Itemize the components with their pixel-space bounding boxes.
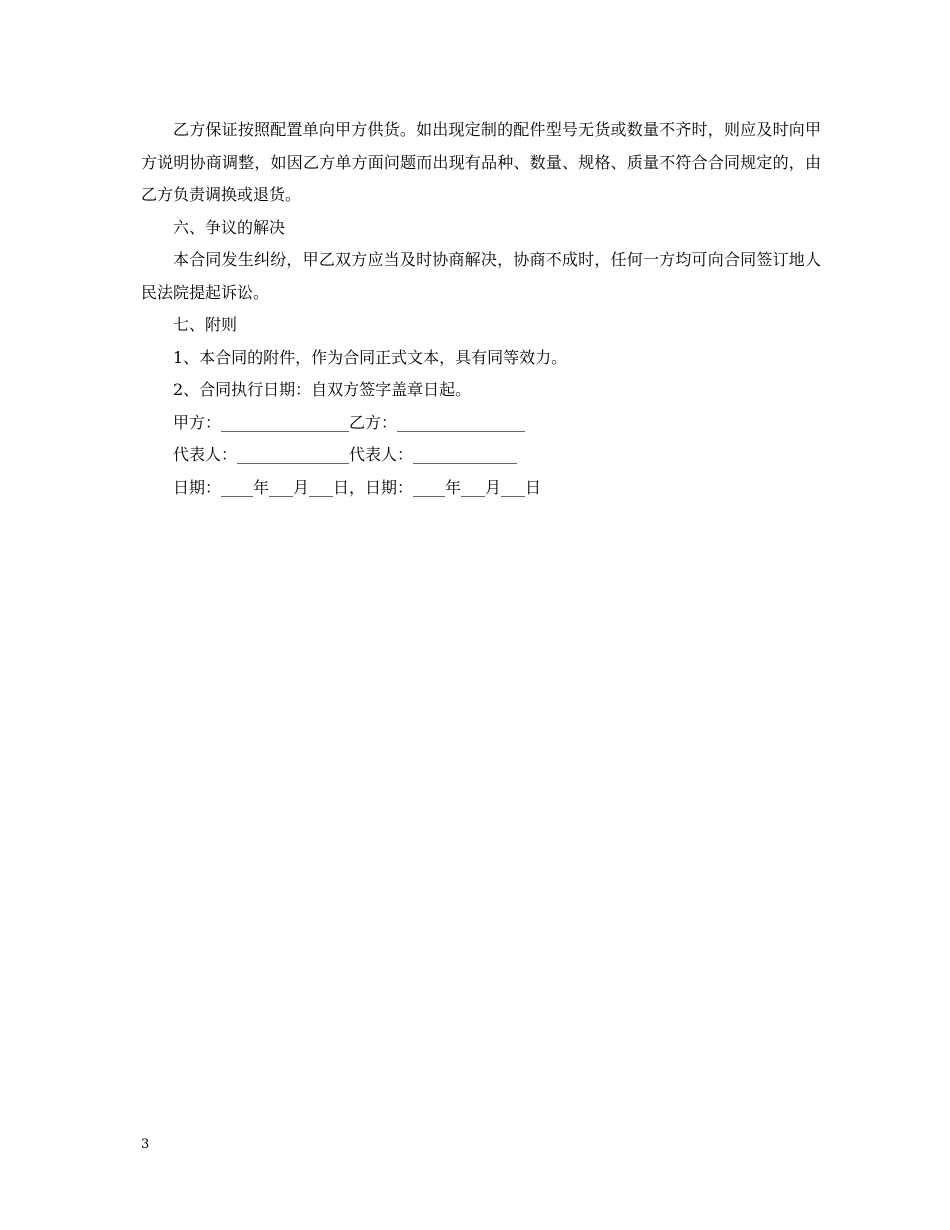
signature-dates-line: 日期：____年___月___日，日期：____年___月___日 [173, 477, 542, 497]
signature-representatives-line: 代表人：______________代表人：_____________ [173, 445, 518, 464]
supply-clause-paragraph: 乙方保证按照配置单向甲方供货。如出现定制的配件型号无货或数量不齐时，则应及时向甲方说明协商调整，如因乙方单方面问题而出现有品种、数量、规格、质量不符合合同规定的，由乙方负责调换或退货。 [141, 120, 821, 204]
appendix-clause-2: 2、合同执行日期：自双方签字盖章日起。 [173, 380, 472, 399]
section-6-heading: 六、争议的解决 [173, 217, 286, 237]
dispute-clause-paragraph: 本合同发生纠纷，甲乙双方应当及时协商解决，协商不成时，任何一方均可向合同签订地人民法院提起诉讼。 [141, 250, 821, 302]
section-7-heading: 七、附则 [173, 315, 238, 334]
signature-parties-line: 甲方：________________乙方：________________ [173, 412, 526, 432]
appendix-clause-1: 1、本合同的附件，作为合同正式文本，具有同等效力。 [173, 347, 568, 367]
document-body [141, 114, 821, 504]
page-number: 3 [141, 1137, 150, 1152]
